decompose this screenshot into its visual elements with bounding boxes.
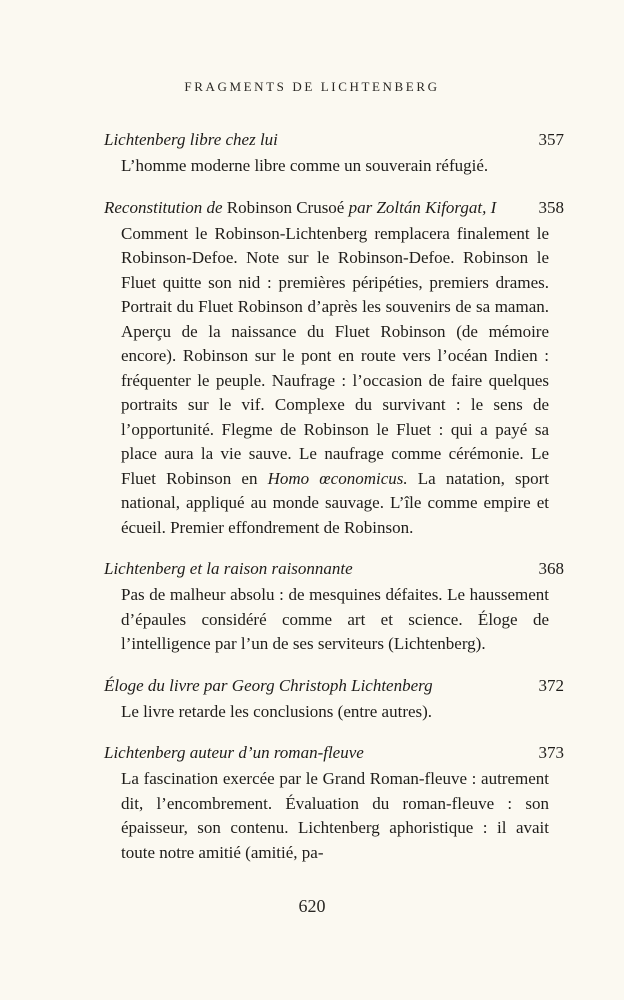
entry-summary: L’homme moderne libre comme un souverain réfugié. [121,156,489,175]
entry-heading [104,672,564,700]
entry-title: Lichtenberg auteur d’un roman-fleuve [104,743,364,762]
entry-summary: Comment le Robinson-Lichtenberg remplacera finalement le Robinson-Defoe. Note sur le Robinson-Defoe. Robinson le Fluet quitte son nid : premières péripéties, premiers drames. Portrait du Fluet Robinson d’après les souvenirs de sa maman. Aperçu de la naissance du Fluet Robinson (de mémoire encore). Robinson sur le pont en route vers l’océan Indien : fréquenter le peuple. Naufrage : l’occasion de faire quelques portraits sur le vif. Complexe du survivant : le sens de l’opportunité. Flegme de Robinson le Fluet : qui a payé sa place aura la vie sauve. Le naufrage comme cérémonie. Le Fluet Robinson en Homo œconomicus. La natation, sport national, appliqué au monde sauvage. L’île comme empire et écueil. Premier effondrement de Robinson. [121,223,549,537]
entry-heading [104,555,564,583]
entry-summary: Pas de malheur absolu : de mesquines défaites. Le haussement d’épaules considéré comme art et science. Éloge de l’intelligence par l’un de ses serviteurs (Lichtenberg). [121,585,549,653]
entry-title: Lichtenberg et la raison raisonnante [104,559,353,578]
entry-page-number: 372 [538,675,564,695]
toc-entry [104,739,564,865]
entry-title: Éloge du livre par Georg Christoph Lichtenberg [104,675,433,695]
toc-entry [104,555,564,657]
entry-title: Reconstitution de Robinson Crusoé par Zoltán Kiforgat, I [104,197,497,217]
toc-entry [104,672,564,725]
entry-heading [104,739,564,767]
entry-page-number: 373 [538,743,564,762]
table-of-contents [104,126,564,880]
entry-page-number: 357 [538,130,564,149]
entry-title: Lichtenberg libre chez lui [104,130,278,149]
entry-heading [104,194,564,222]
entry-summary: La fascination exercée par le Grand Roman-fleuve : autrement dit, l’encombrement. Évaluation du roman-fleuve : son épaisseur, son contenu. Lichtenberg aphoristique : il avait toute notre amitié (amitié, pa- [121,769,549,862]
entry-page-number: 368 [538,559,564,578]
toc-entry [104,126,564,179]
entry-summary: Le livre retarde les conclusions (entre autres). [121,701,433,721]
entry-page-number: 358 [538,197,564,217]
page-number: 620 [298,896,326,916]
entry-heading [104,126,564,154]
toc-entry [104,194,564,541]
running-head: FRAGMENTS DE LICHTENBERG [184,79,440,94]
